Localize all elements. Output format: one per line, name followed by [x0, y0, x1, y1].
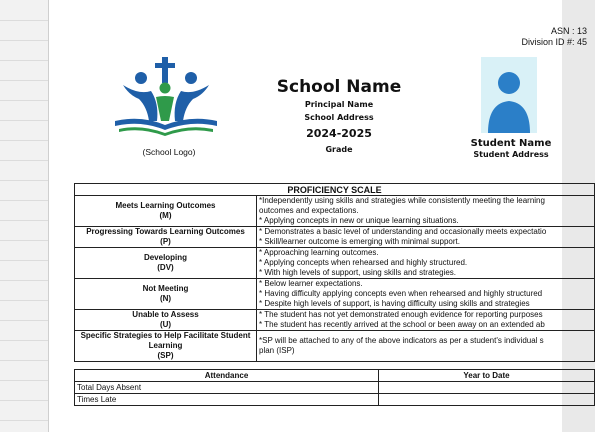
level-label: Progressing Towards Learning Outcomes [86, 227, 245, 236]
description-cell [257, 196, 595, 227]
attendance-header: Attendance [75, 370, 379, 382]
description-line: * Applying concepts when rehearsed and highly structured. [259, 258, 468, 267]
school-address: School Address [304, 113, 374, 122]
description-line: * The student has recently arrived at the school or been away on an extended ab [259, 320, 545, 329]
principal-name: Principal Name [304, 100, 374, 109]
level-cell [75, 227, 257, 248]
level-label: Specific Strategies to Help Facilitate Student Learning [80, 331, 251, 350]
proficiency-scale-title: PROFICIENCY SCALE [75, 184, 595, 196]
level-label: Developing [143, 253, 188, 262]
level-cell [75, 331, 257, 362]
student-ids [507, 26, 587, 48]
school-logo-icon [111, 55, 221, 140]
level-cell [75, 248, 257, 279]
description-cell [257, 227, 595, 248]
report-card-page [49, 0, 587, 432]
level-label: Unable to Assess [132, 310, 199, 319]
table-row [75, 227, 595, 248]
description-line: * Approaching learning outcomes. [259, 248, 379, 257]
description-cell [257, 248, 595, 279]
level-label: Meets Learning Outcomes [115, 201, 216, 210]
division-id-label: Division ID #: 45 [521, 37, 587, 47]
description-line: * Below learner expectations. [259, 279, 363, 288]
school-info [249, 76, 429, 157]
level-cell [75, 279, 257, 310]
school-name: School Name [276, 77, 402, 97]
description-line: * With high levels of support, using skills and strategies. [259, 268, 456, 277]
table-row [75, 310, 595, 331]
level-cell [75, 196, 257, 227]
description-line: *SP will be attached to any of the above indicators as per a student's individual s [259, 336, 544, 345]
attendance-table [74, 369, 595, 406]
year-to-date-header: Year to Date [379, 370, 595, 382]
description-line: * Despite high levels of support, is having difficulty using skills and strategies [259, 299, 530, 308]
description-line: outcomes and expectations. [259, 206, 359, 215]
description-line: * Applying concepts in new or unique learning situations. [259, 216, 459, 225]
table-row [75, 196, 595, 227]
attendance-value [379, 394, 595, 406]
student-info [459, 138, 563, 160]
level-code: (DV) [157, 263, 174, 272]
level-code: (M) [159, 211, 172, 220]
description-line: * Demonstrates a basic level of understanding and occasionally meets expectatio [259, 227, 547, 236]
description-cell [257, 331, 595, 362]
grade-label: Grade [325, 145, 353, 154]
table-row [75, 331, 595, 362]
logo-caption: (School Logo) [142, 147, 196, 157]
attendance-label: Times Late [75, 394, 379, 406]
attendance-value [379, 382, 595, 394]
table-row [75, 279, 595, 310]
level-code: (SP) [157, 351, 174, 360]
sidebar-margin [0, 0, 49, 432]
level-code: (P) [160, 237, 171, 246]
student-avatar-icon [481, 57, 537, 133]
description-line: * Having difficulty applying concepts even when rehearsed and highly structured [259, 289, 543, 298]
school-year: 2024-2025 [306, 127, 372, 140]
table-row [75, 248, 595, 279]
description-cell [257, 279, 595, 310]
level-code: (U) [159, 320, 172, 329]
description-line: * Skill/learner outcome is emerging with minimal support. [259, 237, 460, 246]
attendance-label: Total Days Absent [75, 382, 379, 394]
level-code: (N) [159, 294, 172, 303]
description-line: plan (ISP) [259, 346, 295, 355]
level-cell [75, 310, 257, 331]
level-label: Not Meeting [142, 284, 189, 293]
asn-label: ASN : 13 [550, 26, 587, 36]
description-line: * The student has not yet demonstrated enough evidence for reporting purposes [259, 310, 543, 319]
table-row [75, 382, 595, 394]
student-name: Student Name [470, 138, 552, 149]
table-row [75, 394, 595, 406]
description-line: *Independently using skills and strategies while consistently meeting the learning [259, 196, 545, 205]
description-cell [257, 310, 595, 331]
student-address: Student Address [473, 150, 549, 159]
proficiency-scale-table [74, 183, 595, 362]
